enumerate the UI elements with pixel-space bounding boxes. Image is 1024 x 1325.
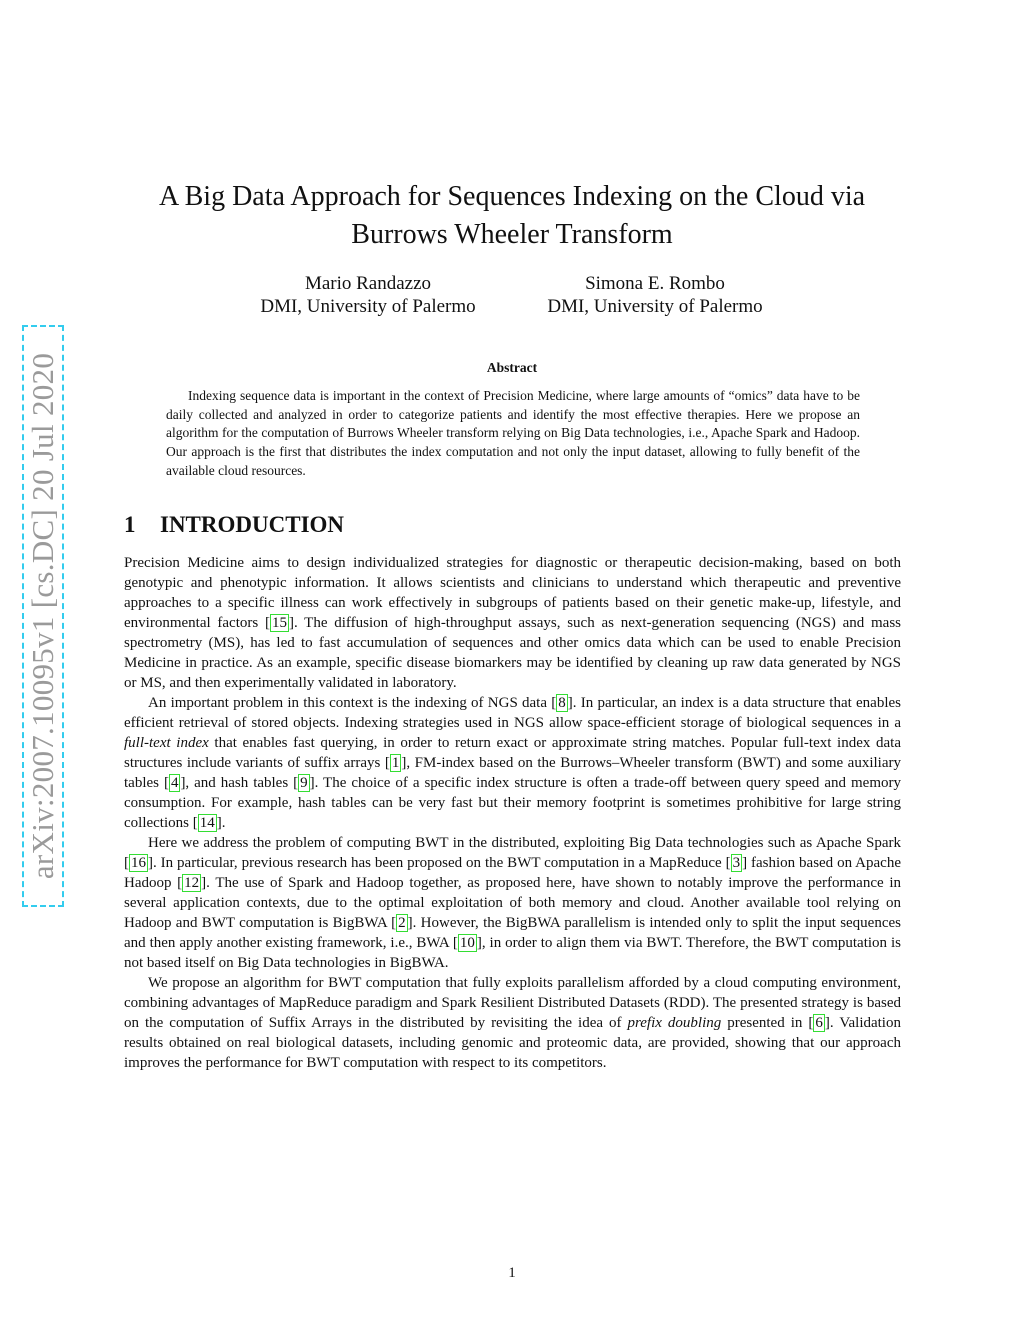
text-run: ] fashion based on Apache Hadoop [ — [124, 855, 901, 891]
citation-link[interactable]: 14 — [199, 815, 215, 831]
text-run: ]. The choice of a specific index structure is often a trade-off between query speed and memory consumption. For example, hash tables can be very fast but their memory footprint is sometimes prohibitive for large string collections [ — [124, 775, 901, 831]
citation-link[interactable]: 9 — [300, 775, 308, 791]
text-run: ], in order to align them via BWT. Therefore, the BWT computation is not based itself on Big Data technologies in BigBWA. — [124, 935, 901, 971]
paragraph — [124, 553, 901, 693]
text-run: ], FM-index based on the Burrows–Wheeler transform (BWT) and some auxiliary tables [ — [124, 755, 901, 791]
text-run: presented in [ — [721, 1015, 814, 1031]
text-run: that enables fast querying, in order to return exact or approximate string matches. Popular full-text index data structures include variants of suffix arrays [ — [124, 735, 901, 771]
text-run: ]. In particular, an index is a data structure that enables efficient retrieval of stored objects. Indexing strategies used in NGS allow space-efficient storage of biological sequences in a — [124, 695, 901, 731]
citation-link[interactable]: 12 — [184, 875, 200, 891]
author-name: Simona E. Rombo — [585, 273, 725, 294]
emphasis-text: prefix doubling — [627, 1015, 722, 1031]
abstract-text: Indexing sequence data is important in the context of Precision Medicine, where large amounts of “omics” data have to be daily collected and analyzed in order to categorize patients and identify the most effective therapies. Here we propose an algorithm for the computation of Burrows Wheeler transform relying on Big Data technologies, i.e., Apache Spark and Hadoop. Our approach is the first that distributes the index computation and not only the input dataset, allowing to fully benefit of the available cloud resources. — [166, 388, 860, 478]
emphasis-text: full-text index — [124, 735, 209, 751]
text-run: Precision Medicine aims to design individualized strategies for diagnostic or therapeutic decision-making, based on both genotypic and phenotypic information. It allows scientists and clinicians to understand which therapeutic and preventive approaches to a specific illness can work effectively in subgroups of patients based on their genetic make-up, lifestyle, and environmental factors [ — [124, 555, 901, 631]
citation-link[interactable]: 16 — [131, 855, 146, 871]
text-run: ]. — [216, 815, 226, 831]
author-affiliation: DMI, University of Palermo — [547, 296, 763, 317]
text-run: ]. The use of Spark and Hadoop together, as proposed here, have shown to notably improve the performance in several application contexts, due to the optimal exploitation of both memory and cloud. Another available tool relying on Hadoop and BWT computation is BigBWA [ — [124, 875, 901, 931]
text-run: ]. The diffusion of high-throughput assays, such as next-generation sequencing (NGS) and mass spectrometry (MS), has led to fast accumulation of sequences and other omics data which can be used to enable Precision Medicine in practice. As an example, specific disease biomarkers may be identified by cleaning up raw data generated by NGS or MS, and then experimentally validated in laboratory. — [124, 615, 901, 691]
text-run: We propose an algorithm for BWT computation that fully exploits parallelism afforded by a cloud computing environment, combining advantages of MapReduce paradigm and Spark Resilient Distributed Datasets (RDD). The presented strategy is based on the computation of Suffix Arrays in the distributed by revisiting the idea of — [124, 975, 901, 1031]
citation-link[interactable]: 3 — [732, 855, 741, 871]
citation-link[interactable]: 1 — [391, 755, 400, 771]
paper-title: A Big Data Approach for Sequences Indexing on the Cloud via Burrows Wheeler Transform — [158, 181, 866, 250]
author-affiliation: DMI, University of Palermo — [260, 296, 476, 317]
author-block — [228, 272, 508, 318]
arxiv-stamp — [22, 325, 64, 907]
body-text — [124, 553, 901, 1073]
text-run: ]. In particular, previous research has been proposed on the BWT computation in a MapReduce [ — [148, 855, 731, 871]
author-name: Mario Randazzo — [304, 273, 432, 294]
citation-link[interactable]: 2 — [398, 915, 406, 931]
text-run: ], and hash tables [ — [180, 775, 299, 791]
citation-link[interactable]: 6 — [815, 1015, 823, 1031]
text-run: ]. However, the BigBWA parallelism is intended only to split the input sequences and then apply another existing framework, i.e., BWA [ — [124, 915, 901, 951]
section-title: INTRODUCTION — [160, 512, 345, 537]
section-number: 1 — [124, 512, 136, 537]
paragraph — [124, 833, 901, 973]
citation-link[interactable]: 8 — [558, 695, 566, 711]
author-block — [520, 272, 790, 318]
text-run: ]. Validation results obtained on real biological datasets, including genomic and proteomic data, are provided, showing that our approach improves the performance for BWT computation with respect to its competitors. — [124, 1015, 901, 1071]
arxiv-stamp-text: arXiv:2007.10095v1 [cs.DC] 20 Jul 2020 — [25, 352, 60, 880]
abstract-body — [166, 387, 860, 481]
citation-link[interactable]: 10 — [459, 935, 475, 951]
paragraph — [124, 693, 901, 833]
section-heading — [124, 510, 524, 540]
text-run: Here we address the problem of computing BWT in the distributed, exploiting Big Data technologies such as Apache Spark [ — [124, 835, 901, 871]
citation-link[interactable]: 4 — [170, 775, 179, 791]
paragraph — [124, 973, 901, 1073]
text-run: An important problem in this context is the indexing of NGS data [ — [148, 695, 557, 711]
page-number: 1 — [508, 1265, 516, 1281]
abstract-heading: Abstract — [486, 360, 538, 375]
citation-link[interactable]: 15 — [271, 615, 287, 631]
